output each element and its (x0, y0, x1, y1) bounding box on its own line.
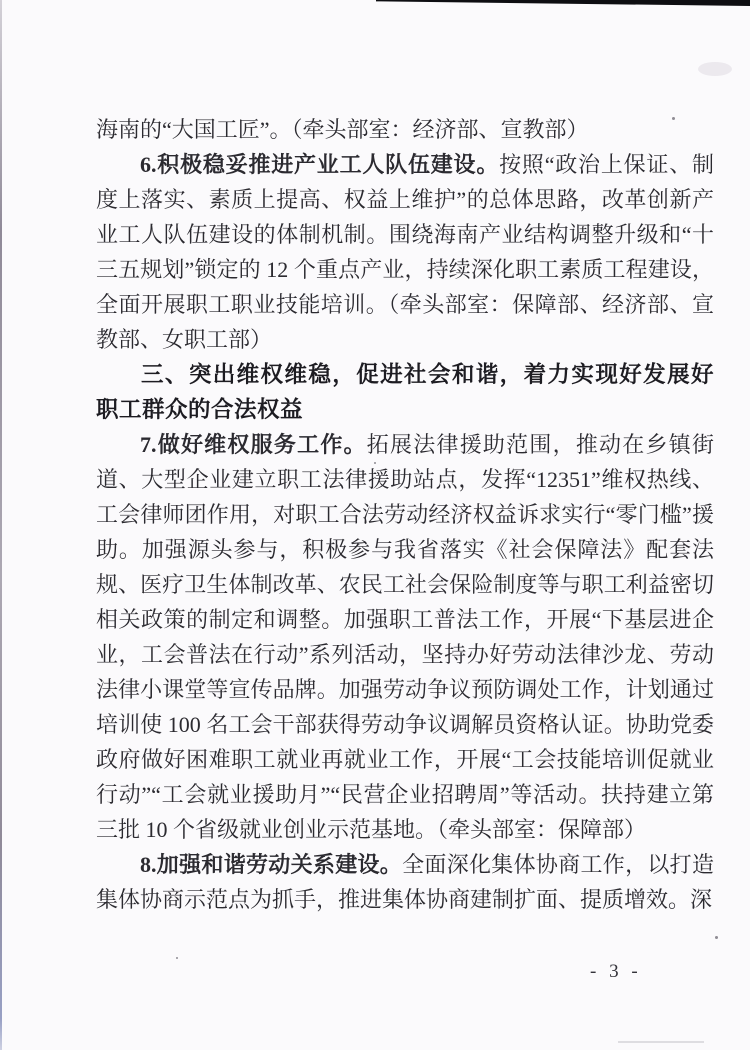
paragraph-item-8-body-text: 全面深化集体协商工作，以打造集体协商示范点为抓手，推进集体协商建制扩面、提质增效。深 (96, 852, 714, 912)
paragraph-continuation-item-5: 海南的“大国工匠”。（牵头部室：经济部、宣教部） (96, 117, 589, 142)
paragraph-item-7 (96, 427, 714, 847)
scan-speck (176, 957, 178, 959)
paragraph-item-8 (96, 847, 714, 917)
paragraph-item-7-body-text: 拓展法律援助范围，推动在乡镇街道、大型企业建立职工法律援助站点，发挥“12351”维权热线、工会律师团作用，对职工合法劳动经济权益诉求实行“零门槛”援助。加强源头参与，积极参与我省落实《社会保障法》配套法规、医疗卫生体制改革、农民工社会保险制度等与职工利益密切相关政策的制定和调整。加强职工普法工作，开展“下基层进企业，工会普法在行动”系列活动，坚持办好劳动法律沙龙、劳动法律小课堂等宣传品牌。加强劳动争议预防调处工作，计划通过培训使 100 名工会干部获得劳动争议调解员资格认证。协助党委政府做好困难职工就业再就业工作，开展“工会技能培训促就业行动”“工会就业援助月”“民营企业招聘周”等活动。扶持建立第三批 10 个省级就业创业示范基地。（牵头部室：保障部） (96, 432, 714, 842)
scan-artifact-top-edge (376, 0, 750, 6)
scan-artifact-left-edge (0, 0, 2, 1050)
paragraph-item-6-lead-sentence: 6.积极稳妥推进产业工人队伍建设。 (140, 152, 500, 177)
paragraph-item-6 (96, 147, 714, 357)
document-text-column (96, 112, 714, 917)
section-heading-3: 三、突出维权维稳，促进社会和谐，着力实现好发展好职工群众的合法权益 (96, 362, 714, 422)
page-number: - 3 - (590, 961, 642, 982)
paragraph-item-8-lead-sentence: 8.加强和谐劳动关系建设。 (140, 852, 403, 877)
scan-speck (715, 936, 718, 939)
scan-smudge (698, 62, 732, 76)
scan-smudge (618, 1041, 704, 1043)
paragraph-item-6-body-text: 按照“政治上保证、制度上落实、素质上提高、权益上维护”的总体思路，改革创新产业工人队伍建设的体制机制。围绕海南产业结构调整升级和“十三五规划”锁定的 12 个重点产业，持续深化职工素质工程建设，全面开展职工职业技能培训。（牵头部室：保障部、经济部、宣教部、女职工部） (96, 152, 714, 352)
paragraph-item-7-lead-sentence: 7.做好维权服务工作。 (140, 432, 367, 457)
